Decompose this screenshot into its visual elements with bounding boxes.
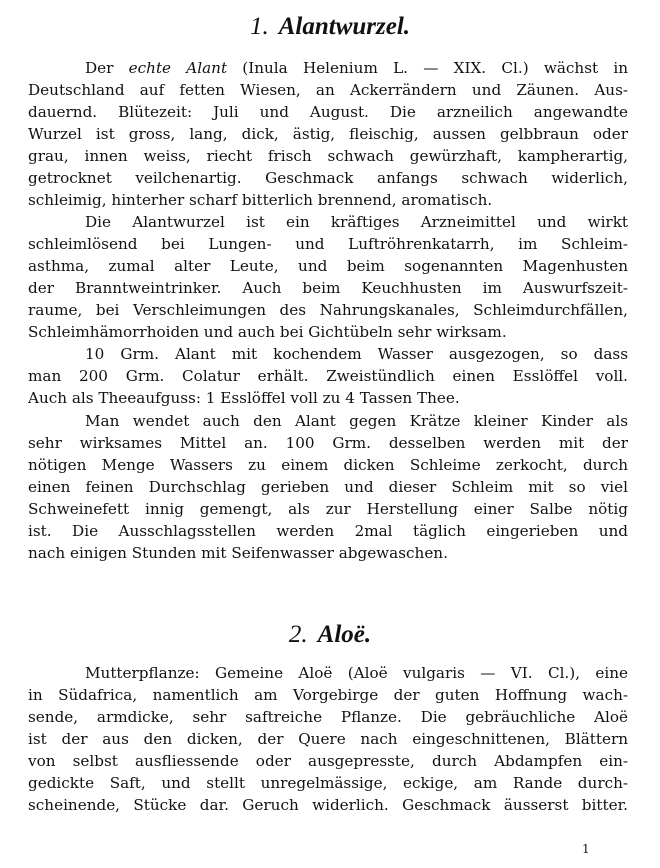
section-number: 1.: [249, 13, 269, 40]
text-line: scheinende, Stücke dar. Geruch widerlich. Geschmack äusserst bitter.: [28, 796, 628, 814]
text-line: ist. Die Ausschlagsstellen werden 2mal täglich eingerieben und: [28, 522, 628, 540]
emphasis-echte-alant: echte Alant: [128, 59, 228, 77]
text-line: Der echte Alant (Inula Helenium L. — XIX. Cl.) wächst in: [85, 59, 628, 77]
text-line: nötigen Menge Wassers zu einem dicken Schleime zerkocht, durch: [28, 456, 628, 474]
text-line: Man wendet auch den Alant gegen Krätze kleiner Kinder als: [85, 412, 628, 430]
text-line: raume, bei Verschleimungen des Nahrungskanales, Schleimdurchfällen,: [28, 301, 628, 319]
text-line: der Branntweintrinker. Auch beim Keuchhusten im Auswurfszeit-: [28, 279, 628, 297]
text-line: dauernd. Blütezeit: Juli und August. Die arzneilich angewandte: [28, 103, 628, 121]
text-line: Deutschland auf fetten Wiesen, an Ackerrändern und Zäunen. Aus-: [28, 81, 628, 99]
text-line: sehr wirksames Mittel an. 100 Grm. desselben werden mit der: [28, 434, 628, 452]
text-line: Mutterpflanze: Gemeine Aloë (Aloë vulgaris — VI. Cl.), eine: [85, 664, 628, 682]
text-line: Die Alantwurzel ist ein kräftiges Arzneimittel und wirkt: [85, 213, 628, 231]
section-heading-alantwurzel: [0, 12, 660, 42]
page-number: 1: [582, 842, 590, 856]
text-line: schleimlösend bei Lungen- und Luftröhrenkatarrh, im Schleim-: [28, 235, 628, 253]
text-line: grau, innen weiss, riecht frisch schwach gewürzhaft, kampherartig,: [28, 147, 628, 165]
text-line: schleimig, hinterher scharf bitterlich brennend, aromatisch.: [28, 191, 493, 209]
text-line: ist der aus den dicken, der Quere nach eingeschnittenen, Blättern: [28, 730, 628, 748]
text-line: sende, armdicke, sehr saftreiche Pflanze. Die gebräuchliche Aloë: [28, 708, 628, 726]
text-line: Auch als Theeaufguss: 1 Esslöffel voll zu 4 Tassen Thee.: [28, 389, 460, 407]
section-heading-aloe: [0, 620, 660, 650]
text-line: Schleimhämorrhoiden und auch bei Gichtübeln sehr wirksam.: [28, 323, 507, 341]
text-line: von selbst ausfliessende oder ausgepresste, durch Abdampfen ein-: [28, 752, 628, 770]
section-title: Alantwurzel.: [278, 13, 411, 40]
text-line: getrocknet veilchenartig. Geschmack anfangs schwach widerlich,: [28, 169, 628, 187]
text-line: 10 Grm. Alant mit kochendem Wasser ausgezogen, so dass: [85, 345, 628, 363]
text-line: Wurzel ist gross, lang, dick, ästig, fleischig, aussen gelbbraun oder: [28, 125, 628, 143]
text-line: einen feinen Durchschlag gerieben und dieser Schleim mit so viel: [28, 478, 628, 496]
text-line: nach einigen Stunden mit Seifenwasser abgewaschen.: [28, 544, 448, 562]
section-number: 2.: [288, 621, 308, 648]
text-line: asthma, zumal alter Leute, und beim sogenannten Magenhusten: [28, 257, 628, 275]
text-line: in Südafrica, namentlich am Vorgebirge der guten Hoffnung wach-: [28, 686, 628, 704]
text-line: Schweinefett innig gemengt, als zur Herstellung einer Salbe nötig: [28, 500, 628, 518]
section-title: Aloë.: [317, 621, 372, 648]
text-line: gedickte Saft, und stellt unregelmässige, eckige, am Rande durch-: [28, 774, 628, 792]
text-line: man 200 Grm. Colatur erhält. Zweistündlich einen Esslöffel voll.: [28, 367, 628, 385]
